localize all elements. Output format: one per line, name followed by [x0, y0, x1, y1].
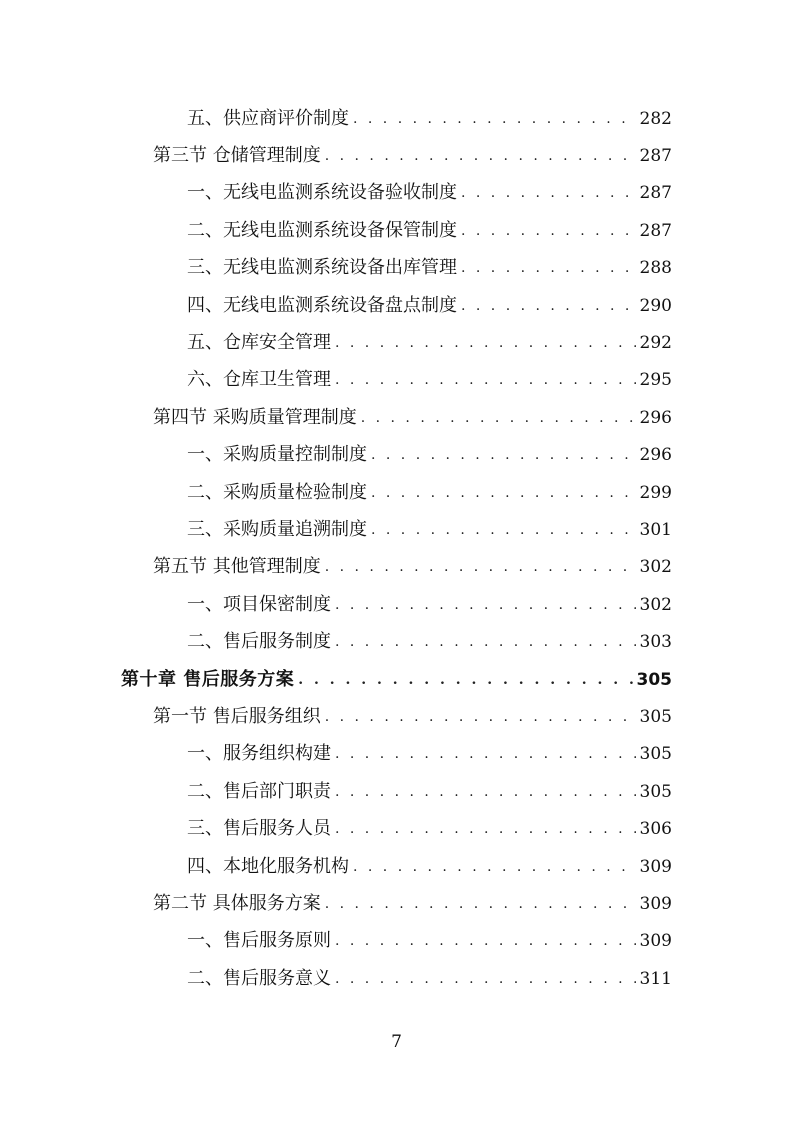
- toc-page-number: 296: [639, 445, 672, 466]
- toc-leader-dots: [335, 331, 636, 355]
- toc-page-number: 290: [639, 295, 672, 316]
- toc-leader-dots: [361, 406, 636, 430]
- toc-page-number: 306: [639, 819, 672, 840]
- toc-entry-title: 六、仓库卫生管理: [187, 369, 331, 391]
- toc-page-number: 305: [636, 669, 672, 690]
- toc-entry-title: 三、无线电监测系统设备出库管理: [187, 257, 457, 279]
- toc-entry-title: 第二节 具体服务方案: [153, 892, 321, 914]
- toc-leader-dots: [335, 630, 636, 654]
- toc-leader-dots: [298, 668, 632, 692]
- toc-leader-dots: [325, 892, 636, 916]
- toc-leader-dots: [371, 443, 636, 467]
- toc-leader-dots: [461, 219, 636, 243]
- toc-leader-dots: [335, 742, 636, 766]
- toc-entry-title: 第一节 售后服务组织: [153, 705, 321, 727]
- toc-page-number: 295: [639, 370, 672, 391]
- toc-entry-title: 三、售后服务人员: [187, 818, 331, 840]
- toc-page-number: 296: [639, 407, 672, 428]
- toc-entry[interactable]: [0, 474, 793, 511]
- toc-page-number: 287: [639, 146, 672, 167]
- toc-entry[interactable]: [0, 175, 793, 212]
- toc-leader-dots: [371, 518, 636, 542]
- toc-entry[interactable]: [0, 212, 793, 249]
- toc-leader-dots: [461, 256, 636, 280]
- toc-entry-title: 一、无线电监测系统设备验收制度: [187, 182, 457, 204]
- toc-entry-title: 二、售后服务意义: [187, 967, 331, 989]
- toc-entry[interactable]: [0, 698, 793, 735]
- toc-entry[interactable]: [0, 810, 793, 847]
- toc-entry[interactable]: [0, 960, 793, 997]
- toc-entry[interactable]: [0, 885, 793, 922]
- toc-leader-dots: [325, 705, 636, 729]
- toc-leader-dots: [335, 967, 636, 991]
- toc-entry[interactable]: [0, 549, 793, 586]
- toc-page-number: 302: [639, 594, 672, 615]
- toc-entry[interactable]: [0, 773, 793, 810]
- toc-entry[interactable]: [0, 324, 793, 361]
- toc-entry[interactable]: [0, 923, 793, 960]
- toc-leader-dots: [335, 593, 636, 617]
- toc-entry-title: 一、采购质量控制制度: [187, 444, 367, 466]
- toc-page-number: 309: [639, 893, 672, 914]
- toc-leader-dots: [353, 855, 636, 879]
- toc-entry-title: 二、无线电监测系统设备保管制度: [187, 219, 457, 241]
- toc-entry-title: 五、仓库安全管理: [187, 332, 331, 354]
- toc-entry[interactable]: [0, 399, 793, 436]
- toc-leader-dots: [335, 929, 636, 953]
- toc-page-number: 299: [639, 482, 672, 503]
- toc-page-number: 302: [639, 557, 672, 578]
- toc-entry[interactable]: [0, 623, 793, 660]
- toc-entry[interactable]: [0, 848, 793, 885]
- toc-entry-title: 三、采购质量追溯制度: [187, 518, 367, 540]
- toc-entry[interactable]: [0, 511, 793, 548]
- toc-page-number: 309: [639, 856, 672, 877]
- toc-page-number: 288: [639, 258, 672, 279]
- toc-entry[interactable]: [0, 736, 793, 773]
- toc-page-number: 309: [639, 931, 672, 952]
- toc-page-number: 305: [639, 781, 672, 802]
- toc-page-number: 301: [639, 519, 672, 540]
- toc-page-number: 305: [639, 706, 672, 727]
- toc-page-number: 282: [639, 108, 672, 129]
- toc-entry[interactable]: [0, 137, 793, 174]
- toc-page-number: 311: [639, 968, 672, 989]
- toc-leader-dots: [371, 481, 636, 505]
- toc-entry-title: 一、服务组织构建: [187, 743, 331, 765]
- toc-entry-title: 四、本地化服务机构: [187, 855, 349, 877]
- toc-leader-dots: [335, 817, 636, 841]
- toc-entry[interactable]: [0, 586, 793, 623]
- toc-entry-title: 二、采购质量检验制度: [187, 481, 367, 503]
- toc-chapter-entry[interactable]: [0, 661, 793, 698]
- toc-leader-dots: [353, 107, 636, 131]
- toc-page-number: 287: [639, 220, 672, 241]
- toc-leader-dots: [461, 181, 636, 205]
- toc-page-number: 287: [639, 183, 672, 204]
- table-of-contents: [0, 100, 793, 997]
- toc-page-number: 305: [639, 744, 672, 765]
- toc-entry-title: 第四节 采购质量管理制度: [153, 406, 357, 428]
- toc-entry[interactable]: [0, 362, 793, 399]
- toc-leader-dots: [335, 780, 636, 804]
- page-number: 7: [391, 1032, 402, 1052]
- toc-page-number: 292: [639, 333, 672, 354]
- toc-leader-dots: [461, 294, 636, 318]
- toc-entry-title: 第五节 其他管理制度: [153, 556, 321, 578]
- toc-entry-title: 五、供应商评价制度: [187, 107, 349, 129]
- toc-entry-title: 二、售后部门职责: [187, 780, 331, 802]
- toc-entry[interactable]: [0, 437, 793, 474]
- toc-entry[interactable]: [0, 250, 793, 287]
- toc-entry-title: 四、无线电监测系统设备盘点制度: [187, 294, 457, 316]
- toc-leader-dots: [325, 555, 636, 579]
- toc-entry[interactable]: [0, 287, 793, 324]
- toc-entry[interactable]: [0, 100, 793, 137]
- toc-entry-title: 二、售后服务制度: [187, 631, 331, 653]
- toc-chapter-title: 第十章 售后服务方案: [121, 668, 295, 690]
- toc-page-number: 303: [639, 632, 672, 653]
- toc-leader-dots: [335, 368, 636, 392]
- toc-entry-title: 一、项目保密制度: [187, 593, 331, 615]
- toc-entry-title: 第三节 仓储管理制度: [153, 145, 321, 167]
- toc-entry-title: 一、售后服务原则: [187, 930, 331, 952]
- toc-leader-dots: [325, 144, 636, 168]
